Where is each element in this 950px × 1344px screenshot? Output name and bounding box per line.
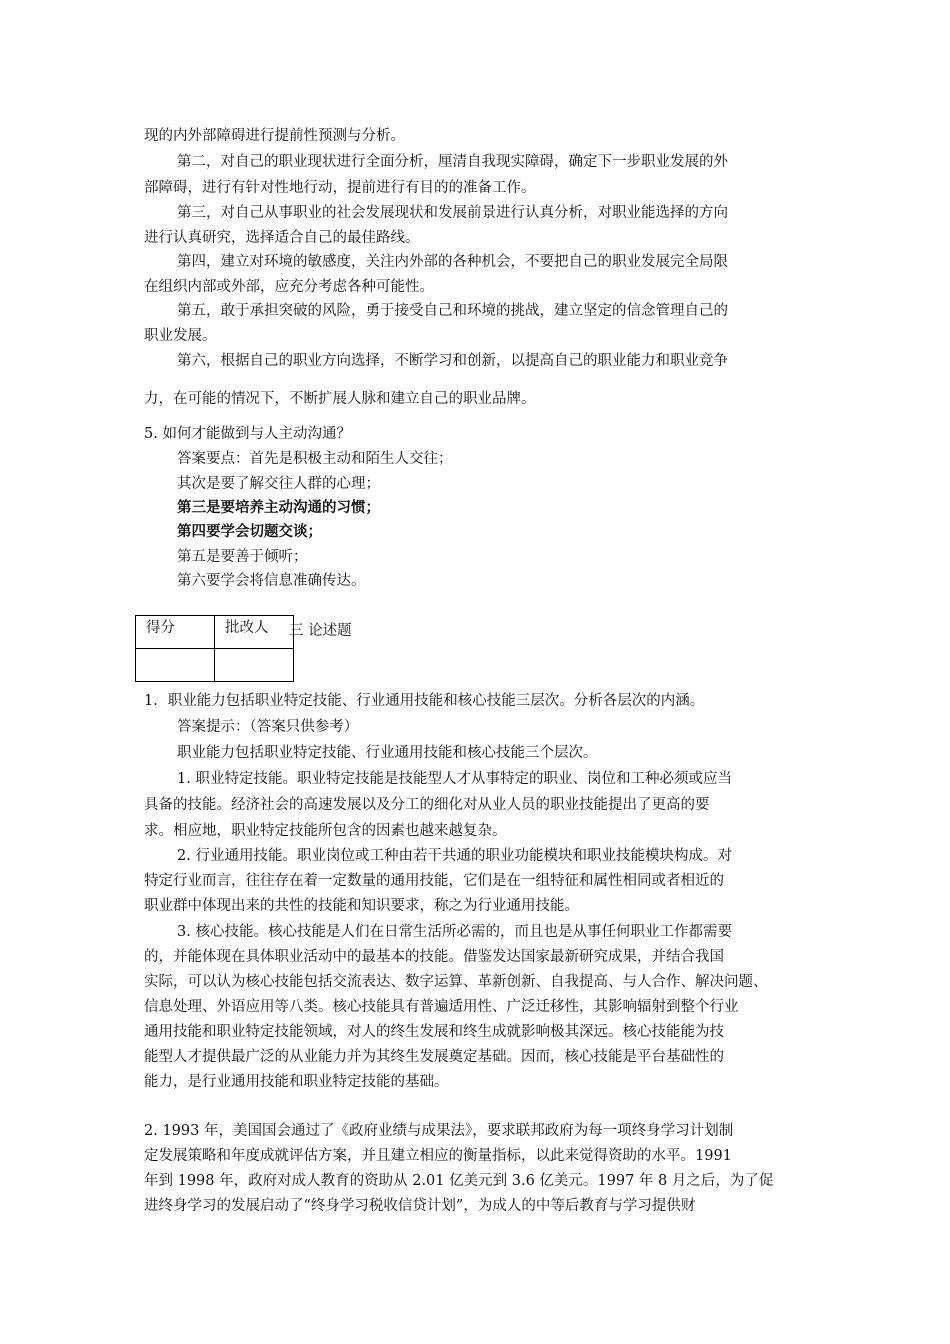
text-line: 2. 1993 年，美国国会通过了《政府业绩与成果法》，要求联邦政府为每一项终身学习计划制	[144, 1123, 734, 1139]
score-header: 得分	[136, 616, 215, 649]
text-line: 的，并能体现在具体职业活动中的最基本的技能。借鉴发达国家最新研究成果，并结合我国	[144, 949, 724, 965]
text-line: 求。相应地，职业特定技能所包含的因素也越来越复杂。	[144, 823, 507, 839]
text-line: 3. 核心技能。核心技能是人们在日常生活所必需的，而且也是从事任何职业工作都需要	[177, 924, 732, 940]
score-cell	[136, 649, 215, 682]
text-line: 第四，建立对环境的敏感度，关注内外部的各种机会，不要把自己的职业发展完全局限	[177, 254, 728, 270]
text-line: 5. 如何才能做到与人主动沟通？	[144, 426, 351, 442]
text-line: 具备的技能。经济社会的高速发展以及分工的细化对从业人员的职业技能提出了更高的要	[144, 797, 710, 813]
score-table	[135, 615, 294, 682]
text-line: 答案提示：（答案只供参考）	[177, 719, 359, 735]
text-line: 其次是要了解交往人群的心理；	[177, 476, 380, 492]
grader-header: 批改人	[215, 616, 294, 649]
text-line: 第四要学会切题交谈；	[177, 524, 322, 540]
text-line: 能力，是行业通用技能和职业特定技能的基础。	[144, 1074, 449, 1090]
text-line: 职业群中体现出来的共性的技能和知识要求，称之为行业通用技能。	[144, 898, 579, 914]
text-line: 答案要点：首先是积极主动和陌生人交往；	[177, 451, 453, 467]
text-line: 职业发展。	[144, 328, 217, 344]
text-line: 在组织内部或外部，应充分考虑各种可能性。	[144, 279, 434, 295]
text-line: 第三是要培养主动沟通的习惯；	[177, 500, 380, 516]
text-line: 职业能力包括职业特定技能、行业通用技能和核心技能三个层次。	[177, 745, 598, 761]
text-line: 实际，可以认为核心技能包括交流表达、数字运算、革新创新、自我提高、与人合作、解决问题、	[144, 974, 768, 990]
text-line: 第六要学会将信息准确传达。	[177, 573, 366, 589]
grader-cell	[215, 649, 294, 682]
text-line: 现的内外部障碍进行提前性预测与分析。	[144, 128, 405, 144]
text-line: 1．职业能力包括职业特定技能、行业通用技能和核心技能三层次。分析各层次的内涵。	[144, 693, 705, 709]
text-line: 力，在可能的情况下，不断扩展人脉和建立自己的职业品牌。	[144, 391, 536, 407]
text-line: 第二，对自己的职业现状进行全面分析，厘清自我现实障碍，确定下一步职业发展的外	[177, 154, 728, 170]
text-line: 进行认真研究，选择适合自己的最佳路线。	[144, 230, 420, 246]
section-title: 三 论述题	[289, 623, 352, 639]
text-line: 第六，根据自己的职业方向选择，不断学习和创新，以提高自己的职业能力和职业竞争	[177, 353, 728, 369]
text-line: 进终身学习的发展启动了“终身学习税收信贷计划”，为成人的中等后教育与学习提供财	[144, 1198, 696, 1214]
text-line: 定发展策略和年度成就评估方案，并且建立相应的衡量指标，以此来觉得资助的水平。1991	[144, 1148, 732, 1164]
text-line: 能型人才提供最广泛的从业能力并为其终生发展奠定基础。因而，核心技能是平台基础性的	[144, 1049, 724, 1065]
text-line: 2. 行业通用技能。职业岗位或工种由若干共通的职业功能模块和职业技能模块构成。对	[177, 848, 732, 864]
text-line: 第五是要善于倾听；	[177, 549, 308, 565]
text-line: 部障碍，进行有针对性地行动，提前进行有目的的准备工作。	[144, 180, 536, 196]
text-line: 年到 1998 年，政府对成人教育的资助从 2.01 亿美元到 3.6 亿美元。1997 年 8 月之后，为了促	[144, 1173, 774, 1189]
text-line: 第三，对自己从事职业的社会发展现状和发展前景进行认真分析，对职业能选择的方向	[177, 205, 728, 221]
text-line: 通用技能和职业特定技能领域，对人的终生发展和终生成就影响极其深远。核心技能能为技	[144, 1024, 724, 1040]
text-line: 1. 职业特定技能。职业特定技能是技能型人才从事特定的职业、岗位和工种必须或应当	[177, 771, 732, 787]
text-line: 第五，敢于承担突破的风险，勇于接受自己和环境的挑战，建立坚定的信念管理自己的	[177, 303, 728, 319]
text-line: 信息处理、外语应用等八类。核心技能具有普遍适用性、广泛迁移性，其影响辐射到整个行业	[144, 999, 739, 1015]
text-line: 特定行业而言，往往存在着一定数量的通用技能，它们是在一组特征和属性相同或者相近的	[144, 873, 724, 889]
